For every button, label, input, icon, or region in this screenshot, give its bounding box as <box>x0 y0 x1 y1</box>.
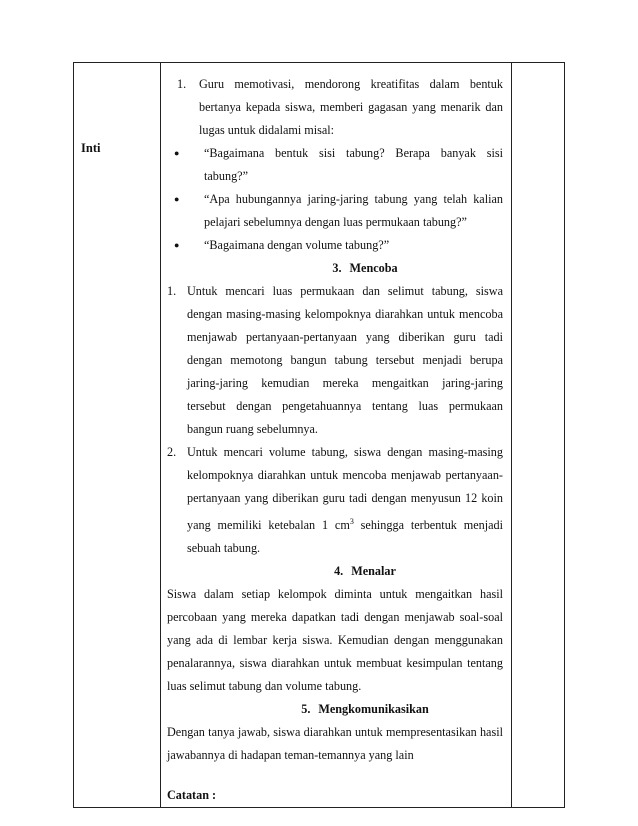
list-item <box>167 441 503 560</box>
activity-cell <box>161 63 512 808</box>
notes-label: Catatan : <box>167 788 217 803</box>
question-text: “Bagaimana dengan volume tabung?” <box>204 238 390 252</box>
list-text <box>187 441 503 560</box>
section-title: Mencoba <box>349 261 398 275</box>
phase-label: Inti <box>81 141 101 155</box>
section-number: 4. <box>334 564 344 579</box>
section-heading-mencoba <box>167 257 503 280</box>
phase-cell <box>74 63 161 808</box>
section-heading-menalar <box>167 560 503 583</box>
motivation-text: Guru memotivasi, mendorong kreatifitas dalam bentuk bertanya kepada siswa, memberi gagasan yang menarik dan lugas untuk didalami misal: <box>199 77 503 137</box>
bullet-icon: ● <box>174 194 180 204</box>
list-text-start: Untuk mencari volume tabung, siswa dengan masing-masing kelompoknya diarahkan untuk mencoba menjawab pertanyaan-pertanyaan yang diberikan guru tadi dengan menyusun 12 koin yang memiliki ketebalan 1 cm <box>187 445 503 533</box>
question-text: “Apa hubungannya jaring-jaring tabung yang telah kalian pelajari sebelumnya dengan luas permukaan tabung?” <box>204 192 503 229</box>
section-number: 5. <box>301 702 311 717</box>
list-text-end: sehingga terbentuk menjadi sebuah tabung. <box>187 518 503 556</box>
list-item <box>167 234 503 257</box>
list-item <box>167 280 503 441</box>
table-row <box>74 63 565 808</box>
question-text: “Bagaimana bentuk sisi tabung? Berapa banyak sisi tabung?” <box>204 146 503 183</box>
activity-content <box>161 63 511 807</box>
list-item <box>167 142 503 188</box>
section-title: Menalar <box>351 564 396 579</box>
superscript: 3 <box>349 517 354 526</box>
section-number: 3. <box>332 261 342 275</box>
list-number: 1. <box>177 77 187 91</box>
section-heading-mengkomunikasikan <box>167 698 503 721</box>
bullet-icon: ● <box>174 148 180 158</box>
list-number: 1. <box>167 284 177 298</box>
lesson-plan-table <box>73 62 565 808</box>
menalar-paragraph: Siswa dalam setiap kelompok diminta untuk mengaitkan hasil percobaan yang mereka dapatkan tadi dengan menjawab soal-soal yang ada di lembar kerja siswa. Kemudian dengan menggunakan penalarannya, siswa diarahkan untuk membuat kesimpulan tentang luas selimut tabung dan volume tabung. <box>167 587 503 694</box>
bullet-icon: ● <box>174 240 180 250</box>
list-number: 2. <box>167 445 177 459</box>
motivation-item <box>167 73 503 142</box>
list-text: Untuk mencari luas permukaan dan selimut tabung, siswa dengan masing-masing kelompoknya diarahkan untuk mencoba menjawab pertanyaan-pertanyaan yang diberikan guru tadi dengan memotong bangun tabung tersebut menjadi berupa jaring-jaring kemudian mereka mengaitkan jaring-jaring tersebut dengan pengetahuannya tentang luas permukaan bangun ruang sebelumnya. <box>187 284 503 436</box>
section-title: Mengkomunikasikan <box>318 702 429 717</box>
time-cell <box>512 63 565 808</box>
mengkomunikasikan-paragraph: Dengan tanya jawab, siswa diarahkan untuk mempresentasikan hasil jawabannya di hadapan teman-temannya yang lain <box>167 725 503 763</box>
list-item <box>167 188 503 234</box>
